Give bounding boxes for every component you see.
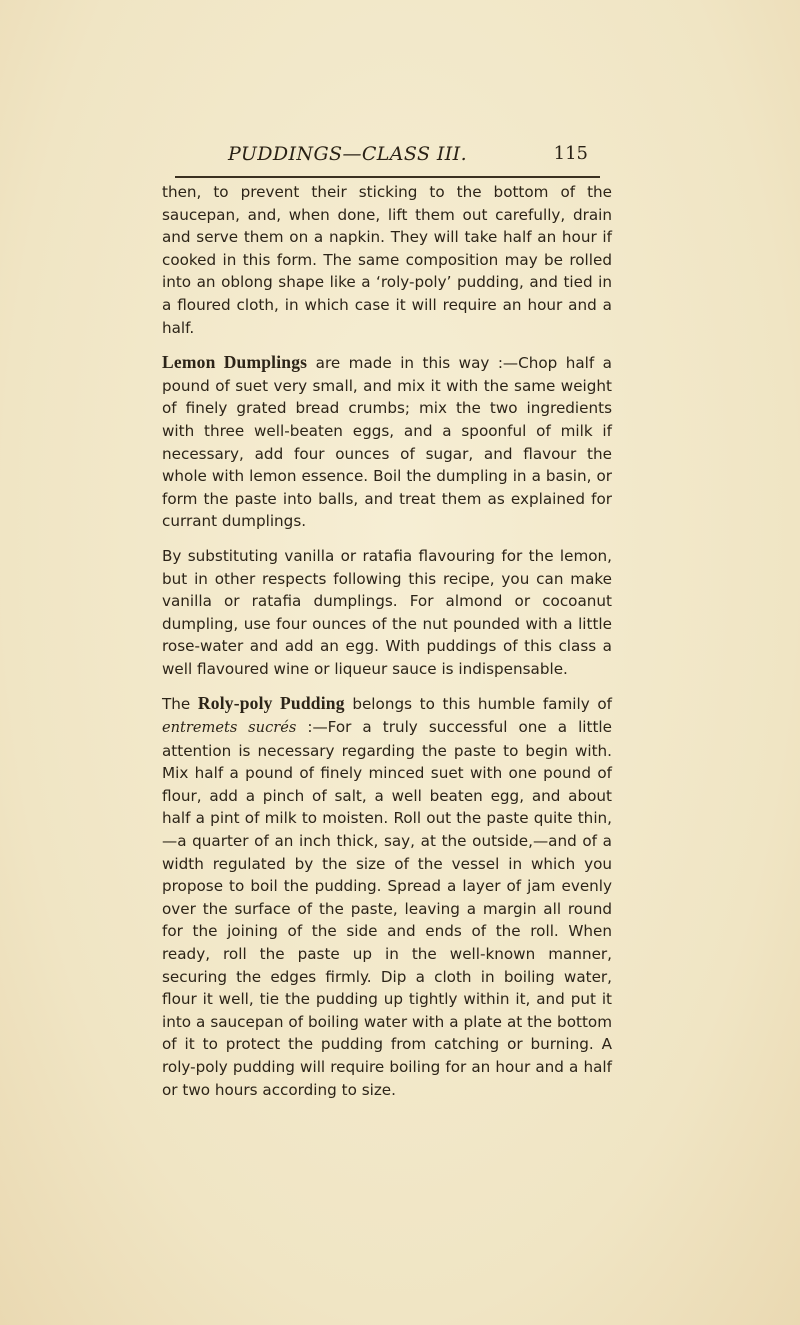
paragraph-roly-poly: [162, 692, 612, 1101]
body-text: [162, 181, 612, 1113]
paragraph-1-text: then, to prevent their sticking to the bottom of the saucepan, and, when done, lift them out carefully, drain and serve them on a napkin. They will take half an hour if cooked in this form. The same composition may be rolled into an oblong shape like a ‘roly-poly’ pudding, and tied in a floured cloth, in which case it will require an hour and a half.: [162, 183, 612, 337]
lemon-dumplings-heading: Lemon Dumplings: [162, 352, 308, 373]
paragraph-3-text: By substituting vanilla or ratafia flavouring for the lemon, but in other respects following this recipe, you can make vanilla or ratafia dumplings. For almond or cocoanut dumpling, use four ounces of the nut pounded with a little rose-water and add an egg. With puddings of this class a well flavoured wine or liqueur sauce is indispensable.: [162, 546, 612, 678]
roly-poly-text-a: belongs to this humble family of: [344, 695, 612, 714]
roly-poly-heading: Roly-poly Pudding: [197, 693, 345, 714]
paragraph-lemon-dumplings: [162, 351, 612, 533]
roly-poly-text-b: :—For a truly successful one a little attention is necessary regarding the paste to begin with. Mix half a pound of finely minced suet with one pound of flour, add a pinch of salt, a well beaten egg, and about half a pint of milk to moisten. Roll out the paste quite thin,—a quarter of an inch thick, say, at the outside,—and of a width regulated by the size of the vessel in which you propose to boil the pudding. Spread a layer of jam evenly over the surface of the paste, leaving a margin all round for the joining of the side and ends of the roll. When ready, roll the paste up in the well-known manner, securing the edges firmly. Dip a cloth in boiling water, flour it well, tie the pudding up tightly within it, and put it into a saucepan of boiling water with a plate at the bottom of it to protect the pudding from catching or burning. A roly-poly pudding will require boiling for an hour and a half or two hours according to size.: [162, 718, 612, 1099]
entremets-sucres-italic: entremets sucrés: [162, 719, 297, 737]
running-title: PUDDINGS—CLASS III.: [228, 143, 468, 165]
page-header: [228, 143, 588, 173]
lemon-dumplings-text: are made in this way :—Chop half a pound of suet very small, and mix it with the same weight of finely grated bread crumbs; mix the two ingredients with three well-beaten eggs, and a spoonful of milk if necessary, add four ounces of sugar, and flavour the whole with lemon essence. Boil the dumpling in a basin, or form the paste into balls, and treat them as explained for currant dumplings.: [162, 354, 612, 531]
page-number: 115: [553, 143, 588, 164]
paragraph-1: [162, 181, 612, 339]
header-rule: [175, 176, 600, 178]
roly-poly-lead: The: [162, 695, 198, 714]
paragraph-3: [162, 545, 612, 681]
